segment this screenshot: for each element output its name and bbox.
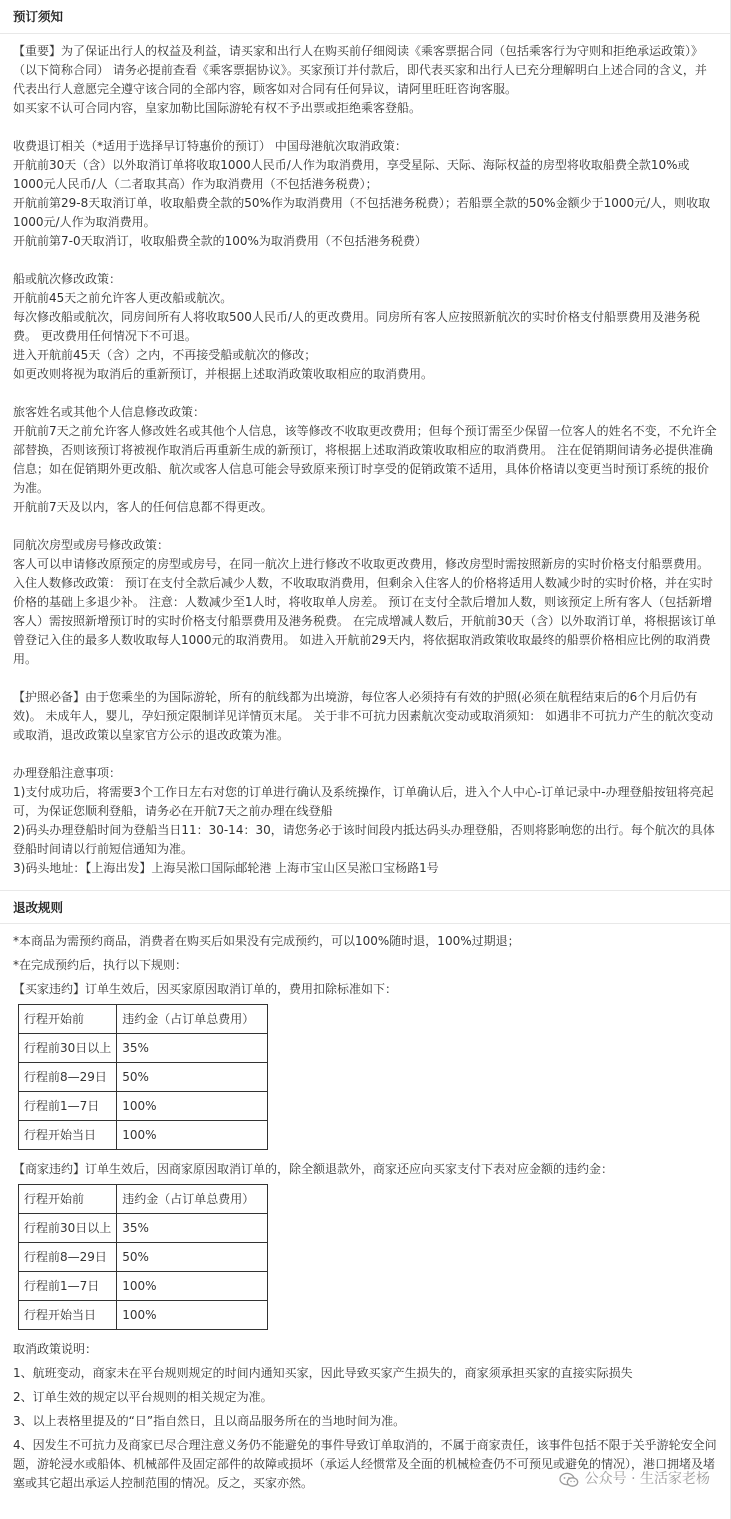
text-line: *在完成预约后，执行以下规则： bbox=[13, 958, 188, 972]
text-line: 取消政策说明： bbox=[13, 1342, 98, 1356]
text-line: 如买家不认可合同内容，皇家加勒比国际游轮有权不予出票或拒绝乘客登船。 bbox=[13, 101, 422, 115]
table-cell: 行程开始前 bbox=[19, 1005, 117, 1034]
table-cell: 行程前1—7日 bbox=[19, 1092, 117, 1121]
section2-title: 退改规则 bbox=[13, 899, 64, 915]
table-cell: 违约金（占订单总费用） bbox=[117, 1185, 268, 1214]
paragraph-name-change bbox=[13, 403, 717, 517]
text-line: 【商家违约】订单生效后，因商家原因取消订单的，除全额退款外，商家还应向买家支付下表对应金额的违约金： bbox=[13, 1162, 614, 1176]
seller-penalty-table bbox=[18, 1184, 268, 1330]
table-row bbox=[19, 1214, 268, 1243]
table-row bbox=[19, 1243, 268, 1272]
text-line: 收费退订相关（*适用于选择早订特惠价的预订） 中国母港航次取消政策： bbox=[13, 139, 407, 153]
table-cell: 100% bbox=[117, 1272, 268, 1301]
text-line: 办理登船注意事项： bbox=[13, 766, 122, 780]
booking-notice-body bbox=[0, 34, 730, 878]
table-cell: 50% bbox=[117, 1063, 268, 1092]
table-row bbox=[19, 1034, 268, 1063]
text-line: 【重要】为了保证出行人的权益及利益，请买家和出行人在购买前仔细阅读《乘客票据合同（包括乘客行为守则和拒绝承运政策）》（以下简称合同） 请务必提前查看《乘客票据协议》。买家预订并付款后，即代表买家和出行人已充分理解明白上述合同的含义，并代表出行人意愿完全遵守该合同的全部内容，顾客如对合同有任何异议，请阿里旺旺咨询客服。 bbox=[13, 44, 707, 96]
text-line: 如更改则将视为取消后的重新预订，并根据上述取消政策收取相应的取消费用。 bbox=[13, 367, 434, 381]
text-line: 开航前30天（含）以外取消订单将收取1000人民币/人作为取消费用，享受星际、天际、海际权益的房型将收取船费全款10%或1000元人民币/人（二者取其高）作为取消费用（不包括港务税费）； bbox=[13, 158, 690, 191]
paragraph-important bbox=[13, 42, 717, 118]
text-line: 开航前7天之前允许客人修改姓名或其他个人信息，该等修改不收取更改费用；但每个预订需至少保留一位客人的姓名不变，不允许全部替换，否则该预订将被视作取消后再重新生成的新预订，将根据上述取消政策收取相应的取消费用。 注在促销期间请务必提供准确信息；如在促销期外更改船、航次或客人信息可能会导致原来预订时享受的促销政策不适用，具体价格请以变更当时预订系统的报价为准。 bbox=[13, 424, 717, 495]
section1-title: 预订须知 bbox=[13, 9, 64, 24]
paragraph-room-change bbox=[13, 536, 717, 669]
text-line: 2)码头办理登船时间为登船当日11：30-14：30，请您务必于该时间段内抵达码头办理登船，否则将影响您的出行。每个航次的具体登船时间请以行前短信通知为准。 bbox=[13, 823, 715, 856]
table-row bbox=[19, 1092, 268, 1121]
watermark-text: 公众号 · 生活家老杨 bbox=[584, 1471, 710, 1487]
table-row bbox=[19, 1185, 268, 1214]
table-cell: 行程开始当日 bbox=[19, 1301, 117, 1330]
text-line: 每次修改船或航次，同房间所有人将收取500人民币/人的更改费用。同房所有客人应按照新航次的实时价格支付船票费用及港务税费。 更改费用任何情况下不可退。 bbox=[13, 310, 700, 343]
text-line: 1)支付成功后，将需要3个工作日左右对您的订单进行确认及系统操作，订单确认后，进入个人中心-订单记录中-办理登船按钮将亮起可，为保证您顺利登船，请务必在开航7天之前办理在线登船 bbox=[13, 785, 714, 818]
buyer-penalty-table bbox=[18, 1004, 268, 1150]
text-line: 开航前第7-0天取消订，收取船费全款的100%为取消费用（不包括港务税费） bbox=[13, 234, 427, 248]
table-cell: 100% bbox=[117, 1121, 268, 1150]
paragraph-boarding bbox=[13, 764, 717, 878]
table-cell: 35% bbox=[117, 1214, 268, 1243]
paragraph-ship-change bbox=[13, 270, 717, 384]
text-line: 开航前7天及以内，客人的任何信息都不得更改。 bbox=[13, 500, 273, 514]
text-line: 同航次房型或房号修改政策： bbox=[13, 538, 170, 552]
table-cell: 行程前1—7日 bbox=[19, 1272, 117, 1301]
table-cell: 行程开始当日 bbox=[19, 1121, 117, 1150]
table-cell: 100% bbox=[117, 1301, 268, 1330]
table-cell: 行程开始前 bbox=[19, 1185, 117, 1214]
watermark bbox=[559, 1470, 710, 1489]
text-line: 3)码头地址：【上海出发】上海吴淞口国际邮轮港 上海市宝山区吴淞口宝杨路1号 bbox=[13, 861, 439, 875]
text-line: 4、因发生不可抗力及商家已尽合理注意义务仍不能避免的事件导致订单取消的，不属于商家责任，该事件包括不限于关乎游轮安全问题，游轮浸水或船体、机械部件及固定部件的故障或损坏（承运人经惯常及全面的机械检查仍不可预见或避免的情况），港口拥堵及堵塞或其它超出承运人控制范围的情况。反之，买家亦然。 bbox=[13, 1438, 717, 1490]
paragraph-passport bbox=[13, 688, 717, 745]
table-cell: 100% bbox=[117, 1092, 268, 1121]
text-line: *本商品为需预约商品，消费者在购买后如果没有完成预约，可以100%随时退，100%过期退； bbox=[13, 934, 520, 948]
table-cell: 行程前8—29日 bbox=[19, 1243, 117, 1272]
table-cell: 行程前8—29日 bbox=[19, 1063, 117, 1092]
table-row bbox=[19, 1272, 268, 1301]
refund-rules-body bbox=[0, 924, 730, 1493]
table-row bbox=[19, 1121, 268, 1150]
table-cell: 违约金（占订单总费用） bbox=[117, 1005, 268, 1034]
text-line: 开航前第29-8天取消订单，收取船费全款的50%作为取消费用（不包括港务税费）；若船票全款的50%金额少于1000元/人，则收取1000元/人作为取消费用。 bbox=[13, 196, 711, 229]
table-cell: 行程前30日以上 bbox=[19, 1034, 117, 1063]
table-cell: 行程前30日以上 bbox=[19, 1214, 117, 1243]
table-cell: 35% bbox=[117, 1034, 268, 1063]
table-row bbox=[19, 1301, 268, 1330]
text-line: 3、以上表格里提及的“日”指自然日，且以商品服务所在的当地时间为准。 bbox=[13, 1414, 406, 1428]
section-title-booking-notice bbox=[0, 0, 730, 34]
wechat-icon bbox=[559, 1472, 579, 1488]
text-line: 2、订单生效的规定以平台规则的相关规定为准。 bbox=[13, 1390, 273, 1404]
paragraph-refund-fees bbox=[13, 137, 717, 251]
table-cell: 50% bbox=[117, 1243, 268, 1272]
text-line: 开航前45天之前允许客人更改船或航次。 bbox=[13, 291, 233, 305]
text-line: 进入开航前45天（含）之内，不再接受船或航次的修改； bbox=[13, 348, 317, 362]
text-line: 旅客姓名或其他个人信息修改政策： bbox=[13, 405, 206, 419]
text-line: 【护照必备】由于您乘坐的为国际游轮，所有的航线都为出境游，每位客人必须持有有效的护照(必须在航程结束后的6个月后仍有效)。 未成年人，婴儿，孕妇预定限制详见详情页末尾。 关于非不可抗力因素航次变动或取消须知： 如遇非不可抗力产生的航次变动或取消，退改政策以皇家官方公示的退改政策为准。 bbox=[13, 690, 714, 742]
section-title-refund-rules bbox=[0, 890, 730, 924]
text-line: 1、航班变动，商家未在平台规则规定的时间内通知买家，因此导致买家产生损失的，商家须承担买家的直接实际损失 bbox=[13, 1366, 633, 1380]
table-row bbox=[19, 1063, 268, 1092]
text-line: 客人可以申请修改原预定的房型或房号，在同一航次上进行修改不收取更改费用，修改房型时需按照新房的实时价格支付船票费用。 入住人数修改政策： 预订在支付全款后减少人数，不收取取消费用，但剩余入住客人的价格将适用人数减少时的实时价格，并在实时价格的基础上多退少补。 注意：人数减少至1人时，将收取单人房差。 预订在支付全款后增加人数，则该预定上所有客人（包括新增客人）需按照新增预订时的实时价格支付船票费用及港务税费。 在完成增减人数后，开航前30天（含）以外取消订单，将根据该订单曾登记入住的最多人数收取每人1000元的取消费用。 如进入开航前29天内，将依据取消政策收取最终的船票价格相应比例的取消费用。 bbox=[13, 557, 717, 666]
text-line: 【买家违约】订单生效后，因买家原因取消订单的，费用扣除标准如下： bbox=[13, 982, 398, 996]
table-row bbox=[19, 1005, 268, 1034]
text-line: 船或航次修改政策： bbox=[13, 272, 122, 286]
